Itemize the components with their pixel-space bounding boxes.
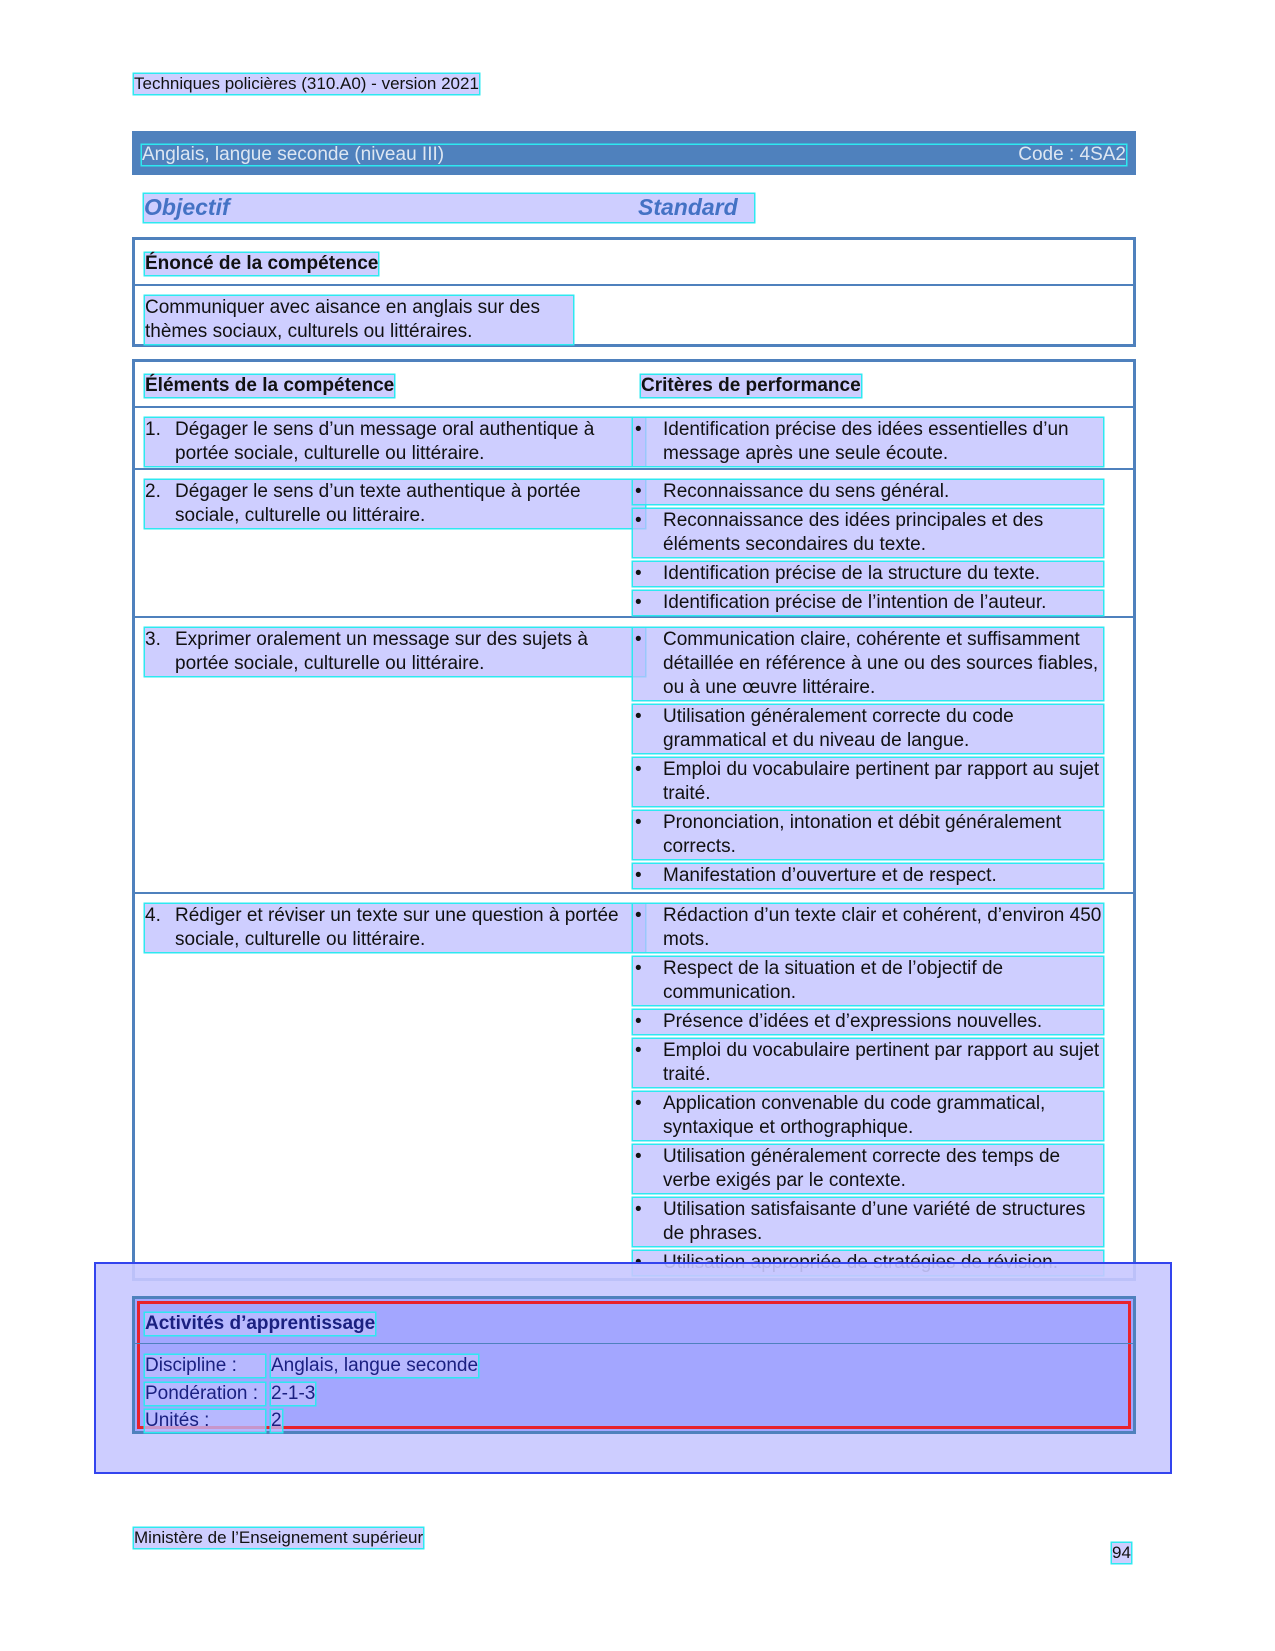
unites-label: Unités : [145,1410,265,1432]
table-row [135,470,1133,618]
bullet-icon: • [635,1011,642,1032]
element-2 [145,480,645,528]
element-text: Dégager le sens d’un texte authentique à portée sociale, culturelle ou littéraire. [175,481,581,526]
critere-item: • Rédaction d’un texte clair et cohérent, d’environ 450 mots. [635,905,1102,950]
bullet-icon: • [635,1199,642,1220]
course-name: Anglais, langue seconde (niveau III) [142,144,445,165]
table-row [135,408,1133,470]
element-number: 1. [145,419,161,440]
activites-divider [135,1343,1133,1344]
bullet-icon: • [635,563,642,584]
critere-item: • Reconnaissance du sens général. [633,480,1103,504]
element-3 [145,628,645,676]
critere-item: • Utilisation généralement correcte des temps de verbe exigés par le contexte. [633,1145,1103,1193]
critere-item: • Respect de la situation et de l’objectif de communication. [633,957,1103,1005]
bullet-icon: • [635,706,642,727]
critere-item: • Emploi du vocabulaire pertinent par rapport au sujet traité. [633,758,1103,806]
element-text: Rédiger et réviser un texte sur une question à portée sociale, culturelle ou littéraire. [175,905,619,950]
critere-item: • Identification précise de la structure du texte. [633,562,1103,586]
critere-item: • Communication claire, cohérente et suffisamment détaillée en référence à une ou des sources fiables, ou à une œuvre littéraire. [633,628,1103,700]
critere-item: • Présence d’idées et d’expressions nouvelles. [633,1010,1103,1034]
element-text: Exprimer oralement un message sur des sujets à portée sociale, culturelle ou littéraire. [175,629,588,674]
criteres-list [633,904,1103,1280]
ponderation-value: 2-1-3 [271,1383,316,1404]
discipline-value: Anglais, langue seconde [271,1355,479,1376]
element-number: 3. [145,629,161,650]
enonce-section [132,237,1136,347]
critere-item: • Identification précise de l’intention de l’auteur. [633,591,1103,615]
enonce-heading: Énoncé de la compétence [145,253,379,274]
discipline-row [145,1355,478,1377]
bullet-icon: • [635,419,642,440]
table-row [135,894,1133,1284]
critere-item: • Prononciation, intonation et débit généralement corrects. [633,811,1103,859]
critere-item: • Identification précise des idées essentielles d’un message après une seule écoute. [633,418,1103,466]
bullet-icon: • [635,510,642,531]
critere-item: • Manifestation d’ouverture et de respect. [633,864,1103,888]
page-number: 94 [1112,1543,1131,1562]
bullet-icon: • [635,481,642,502]
bullet-icon: • [635,1146,642,1167]
element-4 [145,904,645,952]
element-number: 2. [145,481,161,502]
ponderation-row [145,1383,315,1405]
critere-item: • Application convenable du code grammatical, syntaxique et orthographique. [633,1092,1103,1140]
critere-item: • Utilisation généralement correcte du code grammatical et du niveau de langue. [633,705,1103,753]
ponderation-label: Pondération : [145,1383,265,1405]
objectif-label: Objectif [144,194,230,220]
table-header [135,362,1133,408]
criteres-list [633,628,1103,893]
element-number: 4. [145,905,161,926]
bullet-icon: • [635,812,642,833]
elements-column-header: Éléments de la compétence [145,375,395,396]
bullet-icon: • [635,905,642,926]
course-code: Code : 4SA2 [1018,144,1126,165]
unites-row [145,1410,282,1432]
criteres-list [633,418,1103,471]
bullet-icon: • [635,592,642,613]
activites-section [132,1296,1136,1434]
elements-table [132,359,1136,1281]
unites-value: 2 [271,1410,282,1431]
element-text: Dégager le sens d’un message oral authentique à portée sociale, culturelle ou littéraire. [175,419,595,464]
discipline-label: Discipline : [145,1355,265,1377]
criteres-list [633,480,1103,620]
standard-label: Standard [638,194,738,220]
criteres-column-header: Critères de performance [641,375,861,396]
bullet-icon: • [635,1093,642,1114]
bullet-icon: • [635,759,642,780]
activites-heading: Activités d’apprentissage [145,1313,376,1334]
bullet-icon: • [635,865,642,886]
enonce-text: Communiquer avec aisance en anglais sur des thèmes sociaux, culturels ou littéraires. [145,296,573,344]
document-header: Techniques policières (310.A0) - version 2021 [134,74,479,93]
bullet-icon: • [635,629,642,650]
bullet-icon: • [635,1040,642,1061]
critere-item: • Emploi du vocabulaire pertinent par rapport au sujet traité. [633,1039,1103,1087]
table-row [135,618,1133,894]
footer-ministry: Ministère de l’Enseignement supérieur [134,1528,424,1547]
element-1 [145,418,645,466]
critere-item: • Utilisation satisfaisante d’une variété de structures de phrases. [633,1198,1103,1246]
course-title-bar [132,131,1136,175]
objectif-standard-row [144,194,754,222]
bullet-icon: • [635,958,642,979]
critere-item: • Reconnaissance des idées principales et des éléments secondaires du texte. [633,509,1103,557]
